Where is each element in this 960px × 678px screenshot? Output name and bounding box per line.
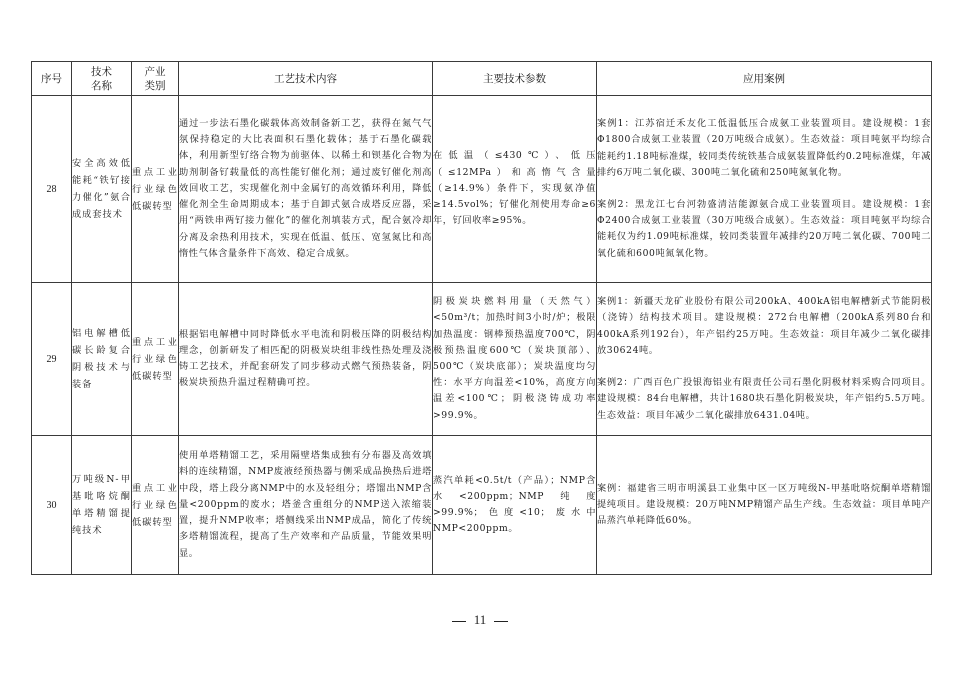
row-number: 29 bbox=[32, 283, 72, 436]
industry-category: 重点工业行业绿色低碳转型 bbox=[132, 283, 179, 436]
header-process: 工艺技术内容 bbox=[179, 62, 433, 96]
page-number: 11 bbox=[473, 612, 487, 627]
application-cases bbox=[597, 96, 932, 283]
tech-name: 铝电解槽低碳长龄复合阴极技术与装备 bbox=[72, 283, 132, 436]
tech-params: 在低温（≤430℃）、低压（≤12MPa）和高惰气含量（≥14.9%）条件下，实现氨净值≥14.5vol%；钌催化剂使用寿命≥6年，钌回收率≥95%。 bbox=[433, 96, 597, 283]
process-content: 根据铝电解槽中同时降低水平电流和阴极压降的阴极结构理念，创新研发了相匹配的阴极炭块组非线性热处理及浇铸工艺技术，并配套研发了同步移动式燃气预热装备，阴极炭块预热升温过程精确可控。 bbox=[179, 283, 433, 436]
tech-params: 蒸汽单耗<0.5t/t（产品）；NMP含水<200ppm；NMP纯度>99.9%；色度<10；废水中NMP<200ppm。 bbox=[433, 436, 597, 575]
tech-params: 阴极炭块燃料用量（天然气）<50m³/t；加热时间3小时/炉；极限加热温度：钢棒预热温度700℃，阴极预热温度600℃（炭块顶部）、500℃（炭块底部）；炭块温度均匀性：水平方向温差<10%，高度方向温差<100℃；阴极浇铸成功率>99.9%。 bbox=[433, 283, 597, 436]
table-row bbox=[32, 283, 932, 436]
table-header-row bbox=[32, 62, 932, 96]
footer-dash-left bbox=[452, 621, 466, 622]
case-item: 案例：福建省三明市明溪县工业集中区一区万吨级N-甲基吡咯烷酮单塔精馏提纯项目。建设规模：20万吨NMP精馏产品生产线。生态效益：项目单吨产品蒸汽单耗降低60%。 bbox=[597, 482, 931, 527]
application-cases bbox=[597, 283, 932, 436]
tech-name: 万吨级N-甲基吡咯烷酮单塔精馏提纯技术 bbox=[72, 436, 132, 575]
case-item: 案例2：黑龙江七台河勃盛清洁能源氨合成工业装置项目。建设规模：1套Φ2400合成氨工业装置（30万吨级合成氨）。生态效益：项目吨氨平均综合能耗仅为约1.09吨标准煤，较同类装置年减排约20万吨二氧化碳、700吨二氧化硫和600吨氮氧化物。 bbox=[597, 199, 931, 259]
header-params: 主要技术参数 bbox=[433, 62, 597, 96]
industry-category: 重点工业行业绿色低碳转型 bbox=[132, 436, 179, 575]
case-item: 案例2：广西百色广投银海铝业有限责任公司石墨化阴极材料采购合同项目。建设规模：84台电解槽，共计1680块石墨化阴极炭块，年产铝约5.5万吨。生态效益：项目年减少二氧化碳排放6431.04吨。 bbox=[597, 377, 931, 421]
process-content: 使用单塔精馏工艺，采用隔壁塔集成独有分布器及高效填料的连续精馏，NMP废液经预热器与侧采成品换热后进塔中段，塔上段分离NMP中的水及轻组分；塔馏出NMP含量<200ppm的废水；塔釜含重组分的NMP送入浓缩装置，提升NMP收率；塔侧线采出NMP成品，简化了传统多塔精馏流程，提高了生产效率和产品质量，节能效果明显。 bbox=[179, 436, 433, 575]
header-industry-line1: 产业 bbox=[144, 65, 166, 78]
row-number: 30 bbox=[32, 436, 72, 575]
header-tech-name-line2: 名称 bbox=[91, 79, 112, 92]
tech-name: 安全高效低能耗“铁钌接力催化”氨合成成套技术 bbox=[72, 96, 132, 283]
case-item: 案例1：江苏宿迁禾友化工低温低压合成氨工业装置项目。建设规模：1套Φ1800合成氨工业装置（20万吨级合成氨）。生态效益：项目吨氨平均综合能耗约1.18吨标准煤，较同类传统铁基合成氨装置降低约0.2吨标准煤，年减排约6万吨二氧化碳、300吨二氧化硫和250吨氮氧化物。 bbox=[597, 118, 931, 178]
header-tech-name-line1: 技术 bbox=[91, 65, 112, 78]
table-row bbox=[32, 436, 932, 575]
header-cases: 应用案例 bbox=[597, 62, 932, 96]
application-cases bbox=[597, 436, 932, 575]
header-industry-line2: 类别 bbox=[144, 79, 166, 92]
page-footer bbox=[0, 612, 960, 628]
header-tech-name bbox=[72, 62, 132, 96]
header-industry bbox=[132, 62, 179, 96]
technology-table bbox=[31, 61, 932, 575]
case-item: 案例1：新疆天龙矿业股份有限公司200kA、400kA铝电解槽新式节能阴极（浇铸）结构技术项目。建设规模：272台电解槽（200kA系列80台和400kA系列192台），年产铝约25万吨。生态效益：项目年减少二氧化碳排放30624吨。 bbox=[597, 296, 931, 356]
row-number: 28 bbox=[32, 96, 72, 283]
table-row bbox=[32, 96, 932, 283]
industry-category: 重点工业行业绿色低碳转型 bbox=[132, 96, 179, 283]
header-no: 序号 bbox=[32, 62, 72, 96]
footer-dash-right bbox=[494, 621, 508, 622]
process-content: 通过一步法石墨化碳载体高效制备新工艺，获得在氮气气氛保持稳定的大比表面积石墨化载体；基于石墨化碳载体，利用新型钌络合物为前驱体、以稀土和钡基化合物为助剂制备钌载量低的高性能钌催化剂；通过废钌催化剂高效回收工艺，实现催化剂中金属钌的高效循环利用，降低催化剂全生命周期成本；基于自卸式氨合成塔反应器，采用“两铁串两钌接力催化”的催化剂填装方式，配合氨冷却分离及余热利用技术，实现在低温、低压、宽氢氮比和高惰性气体含量条件下高效、稳定合成氨。 bbox=[179, 96, 433, 283]
